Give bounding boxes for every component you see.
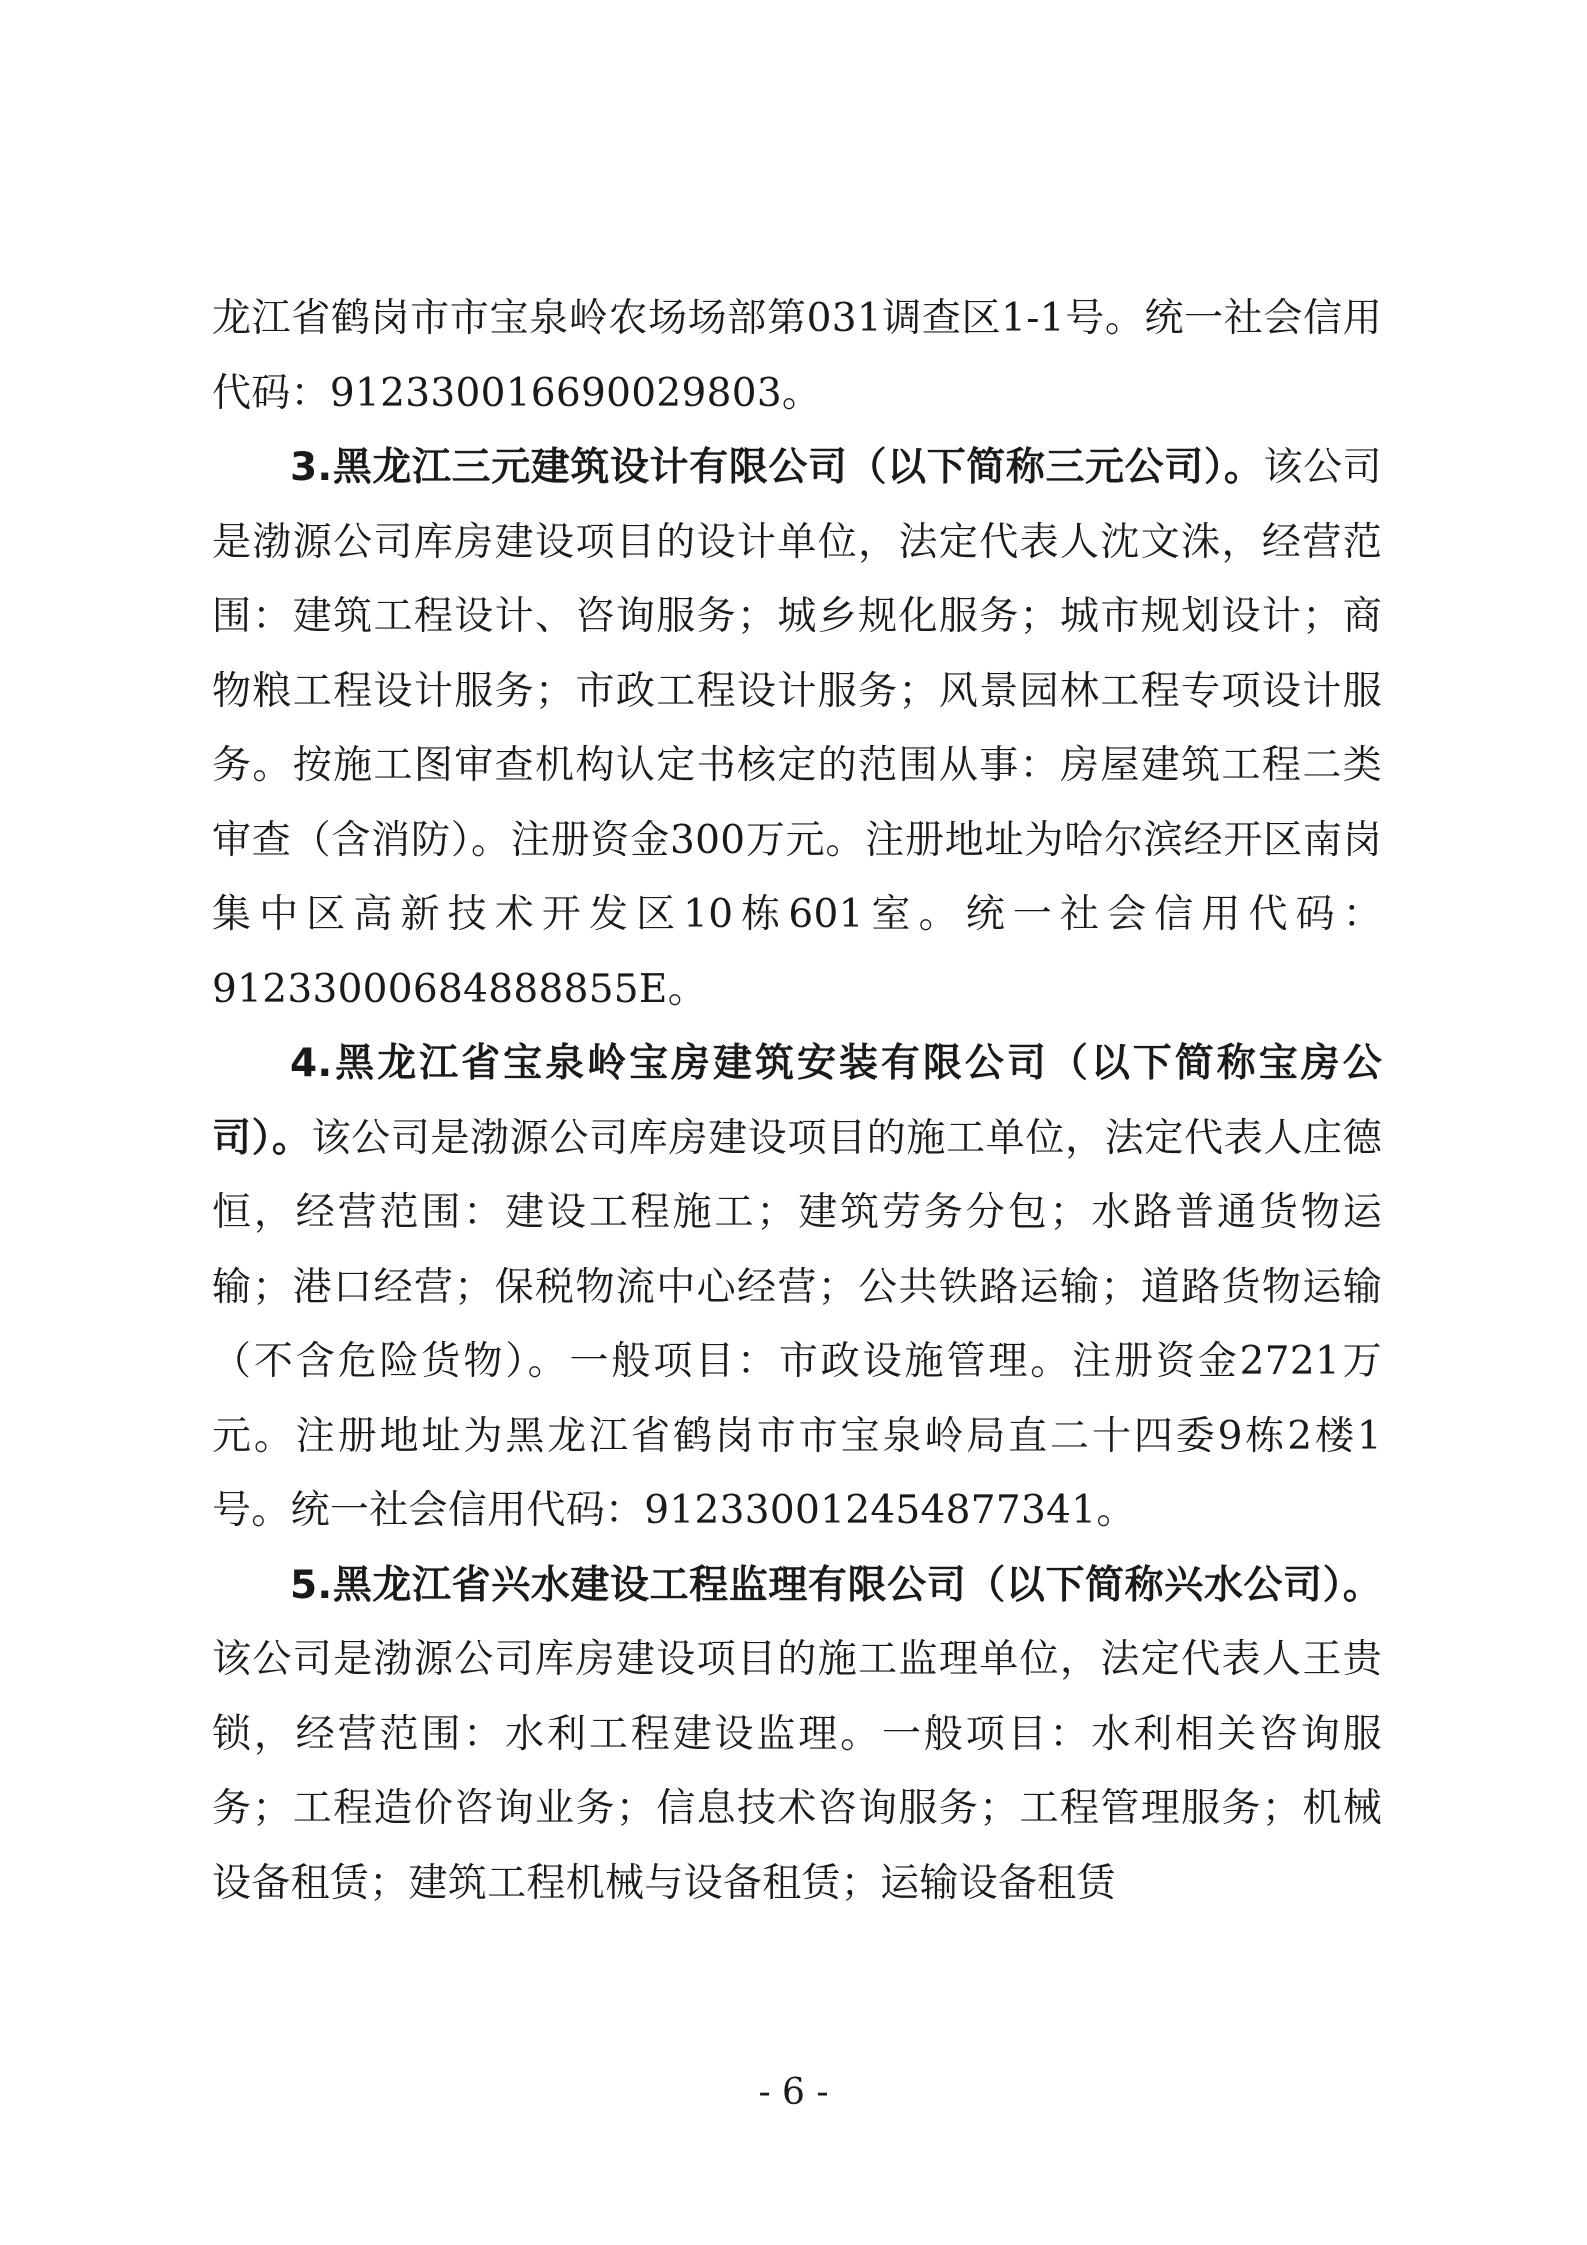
paragraph-text: 龙江省鹤岗市市宝泉岭农场场部第031调查区1-1号。统一社会信用代码：912330016690029803。: [212, 296, 1382, 416]
paragraph-xingshui-company: [212, 1549, 1382, 1922]
paragraph-heading: 3.黑龙江三元建筑设计有限公司（以下简称三元公司）。: [290, 445, 1264, 490]
paragraph-baofang-company: [212, 1027, 1382, 1549]
paragraph-continuation: [212, 282, 1382, 431]
paragraph-sanyuan-company: [212, 431, 1382, 1027]
paragraph-text: 该公司是渤源公司库房建设项目的设计单位，法定代表人沈文洙，经营范围：建筑工程设计、咨询服务；城乡规化服务；城市规划设计；商物粮工程设计服务；市政工程设计服务；风景园林工程专项设计服务。按施工图审查机构认定书核定的范围从事：房屋建筑工程二类审查（含消防）。注册资金300万元。注册地址为哈尔滨经开区南岗集中区高新技术开发区10栋601室。统一社会信用代码：91233000684888855E。: [212, 445, 1382, 1012]
paragraph-heading: 5.黑龙江省兴水建设工程监理有限公司（以下简称兴水公司）。: [290, 1562, 1382, 1608]
document-body: [212, 282, 1382, 1921]
paragraph-heading: 4.黑龙江省宝泉岭宝房建筑安装有限公司（以下简称宝房公司）。: [212, 1041, 1382, 1161]
paragraph-text: 该公司是渤源公司库房建设项目的施工单位，法定代表人庄德恒，经营范围：建设工程施工；建筑劳务分包；水路普通货物运输；港口经营；保税物流中心经营；公共铁路运输；道路货物运输（不含危险货物）。一般项目：市政设施管理。注册资金2721万元。注册地址为黑龙江省鹤岗市市宝泉岭局直二十四委9栋2楼1号。统一社会信用代码：912330012454877341。: [212, 1115, 1383, 1533]
page-number: - 6 -: [758, 2072, 829, 2113]
paragraph-text: 该公司是渤源公司库房建设项目的施工监理单位，法定代表人王贵锁，经营范围：水利工程建设监理。一般项目：水利相关咨询服务；工程造价咨询业务；信息技术咨询服务；工程管理服务；机械设备租赁；建筑工程机械与设备租赁；运输设备租赁: [212, 1637, 1382, 1906]
